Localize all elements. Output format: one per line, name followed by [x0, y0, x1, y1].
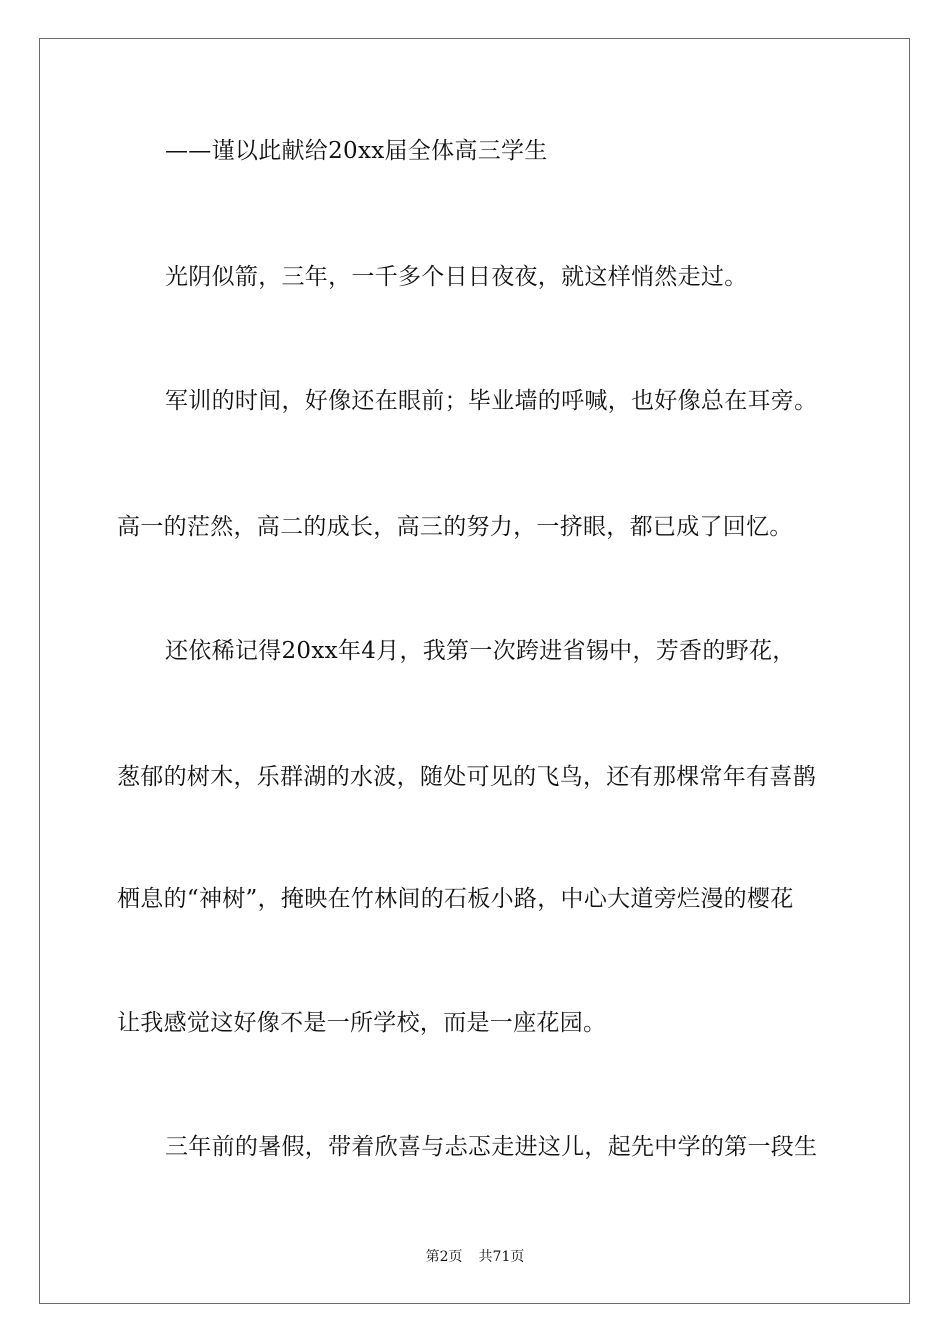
page-footer [0, 1248, 950, 1266]
paragraph-line: 光阴似箭，三年，一千多个日日夜夜，就这样悄然走过。 [165, 264, 748, 290]
page-border [39, 38, 910, 1304]
paragraph-line: 栖息的“神树”，掩映在竹林间的石板小路，中心大道旁烂漫的樱花 [117, 886, 794, 912]
dedication-line: ——谨以此献给20xx届全体高三学生 [165, 138, 548, 164]
paragraph-line: 葱郁的树木，乐群湖的水波，随处可见的飞鸟，还有那棵常年有喜鹊 [117, 764, 816, 790]
paragraph-line: 高一的茫然，高二的成长，高三的努力，一挤眼，都已成了回忆。 [117, 514, 793, 540]
page-number: 第2页 [425, 1249, 463, 1265]
page-total: 共71页 [478, 1249, 525, 1265]
paragraph-line: 军训的时间，好像还在眼前；毕业墙的呼喊，也好像总在耳旁。 [165, 388, 818, 414]
paragraph-line: 还依稀记得20xx年4月，我第一次跨进省锡中，芳香的野花， [165, 638, 796, 664]
paragraph-line: 让我感觉这好像不是一所学校，而是一座花园。 [117, 1010, 607, 1036]
paragraph-line: 三年前的暑假，带着欣喜与忐忑走进这儿，起先中学的第一段生 [165, 1134, 818, 1160]
